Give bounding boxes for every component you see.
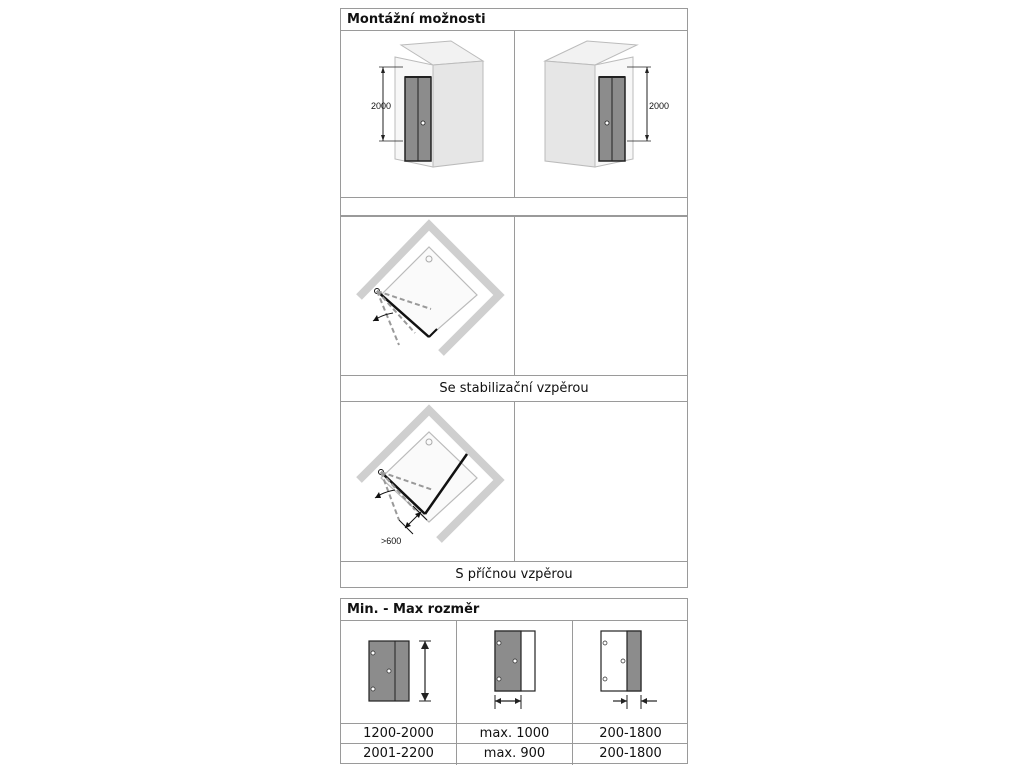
mounting-left-illustration: [341, 31, 514, 197]
cross-strut-caption: S příčnou vzpěrou: [455, 567, 573, 582]
dimensions-title: Min. - Max rozměr: [341, 599, 687, 621]
cross-strut-dim: >600: [381, 536, 402, 546]
dimension-panel-width-icon: [573, 621, 688, 723]
mounting-options-title: Montážní možnosti: [341, 9, 687, 31]
dimension-height-icon: [341, 621, 456, 723]
dim-row2-col1: 2001-2200: [363, 746, 434, 761]
mounting-left-dim: 2000: [371, 101, 392, 111]
dim-row1-col3: 200-1800: [599, 726, 662, 741]
stabilization-caption: Se stabilizační vzpěrou: [439, 381, 589, 396]
dimensions-panel: [340, 598, 688, 764]
dim-row2-col2: max. 900: [483, 746, 546, 761]
mounting-right-dim: 2000: [649, 101, 670, 111]
option-cross-strut-panel: [340, 401, 688, 588]
dimension-door-width-icon: [457, 621, 572, 723]
option-stabilization-panel: [340, 216, 688, 402]
dim-row1-col2: max. 1000: [479, 726, 550, 741]
cross-strut-diagram: [341, 402, 514, 561]
mounting-right-illustration: [515, 31, 688, 197]
mounting-options-panel: [340, 8, 688, 216]
dim-row2-col3: 200-1800: [599, 746, 662, 761]
stabilization-diagram: [341, 217, 514, 375]
dim-row1-col1: 1200-2000: [363, 726, 434, 741]
